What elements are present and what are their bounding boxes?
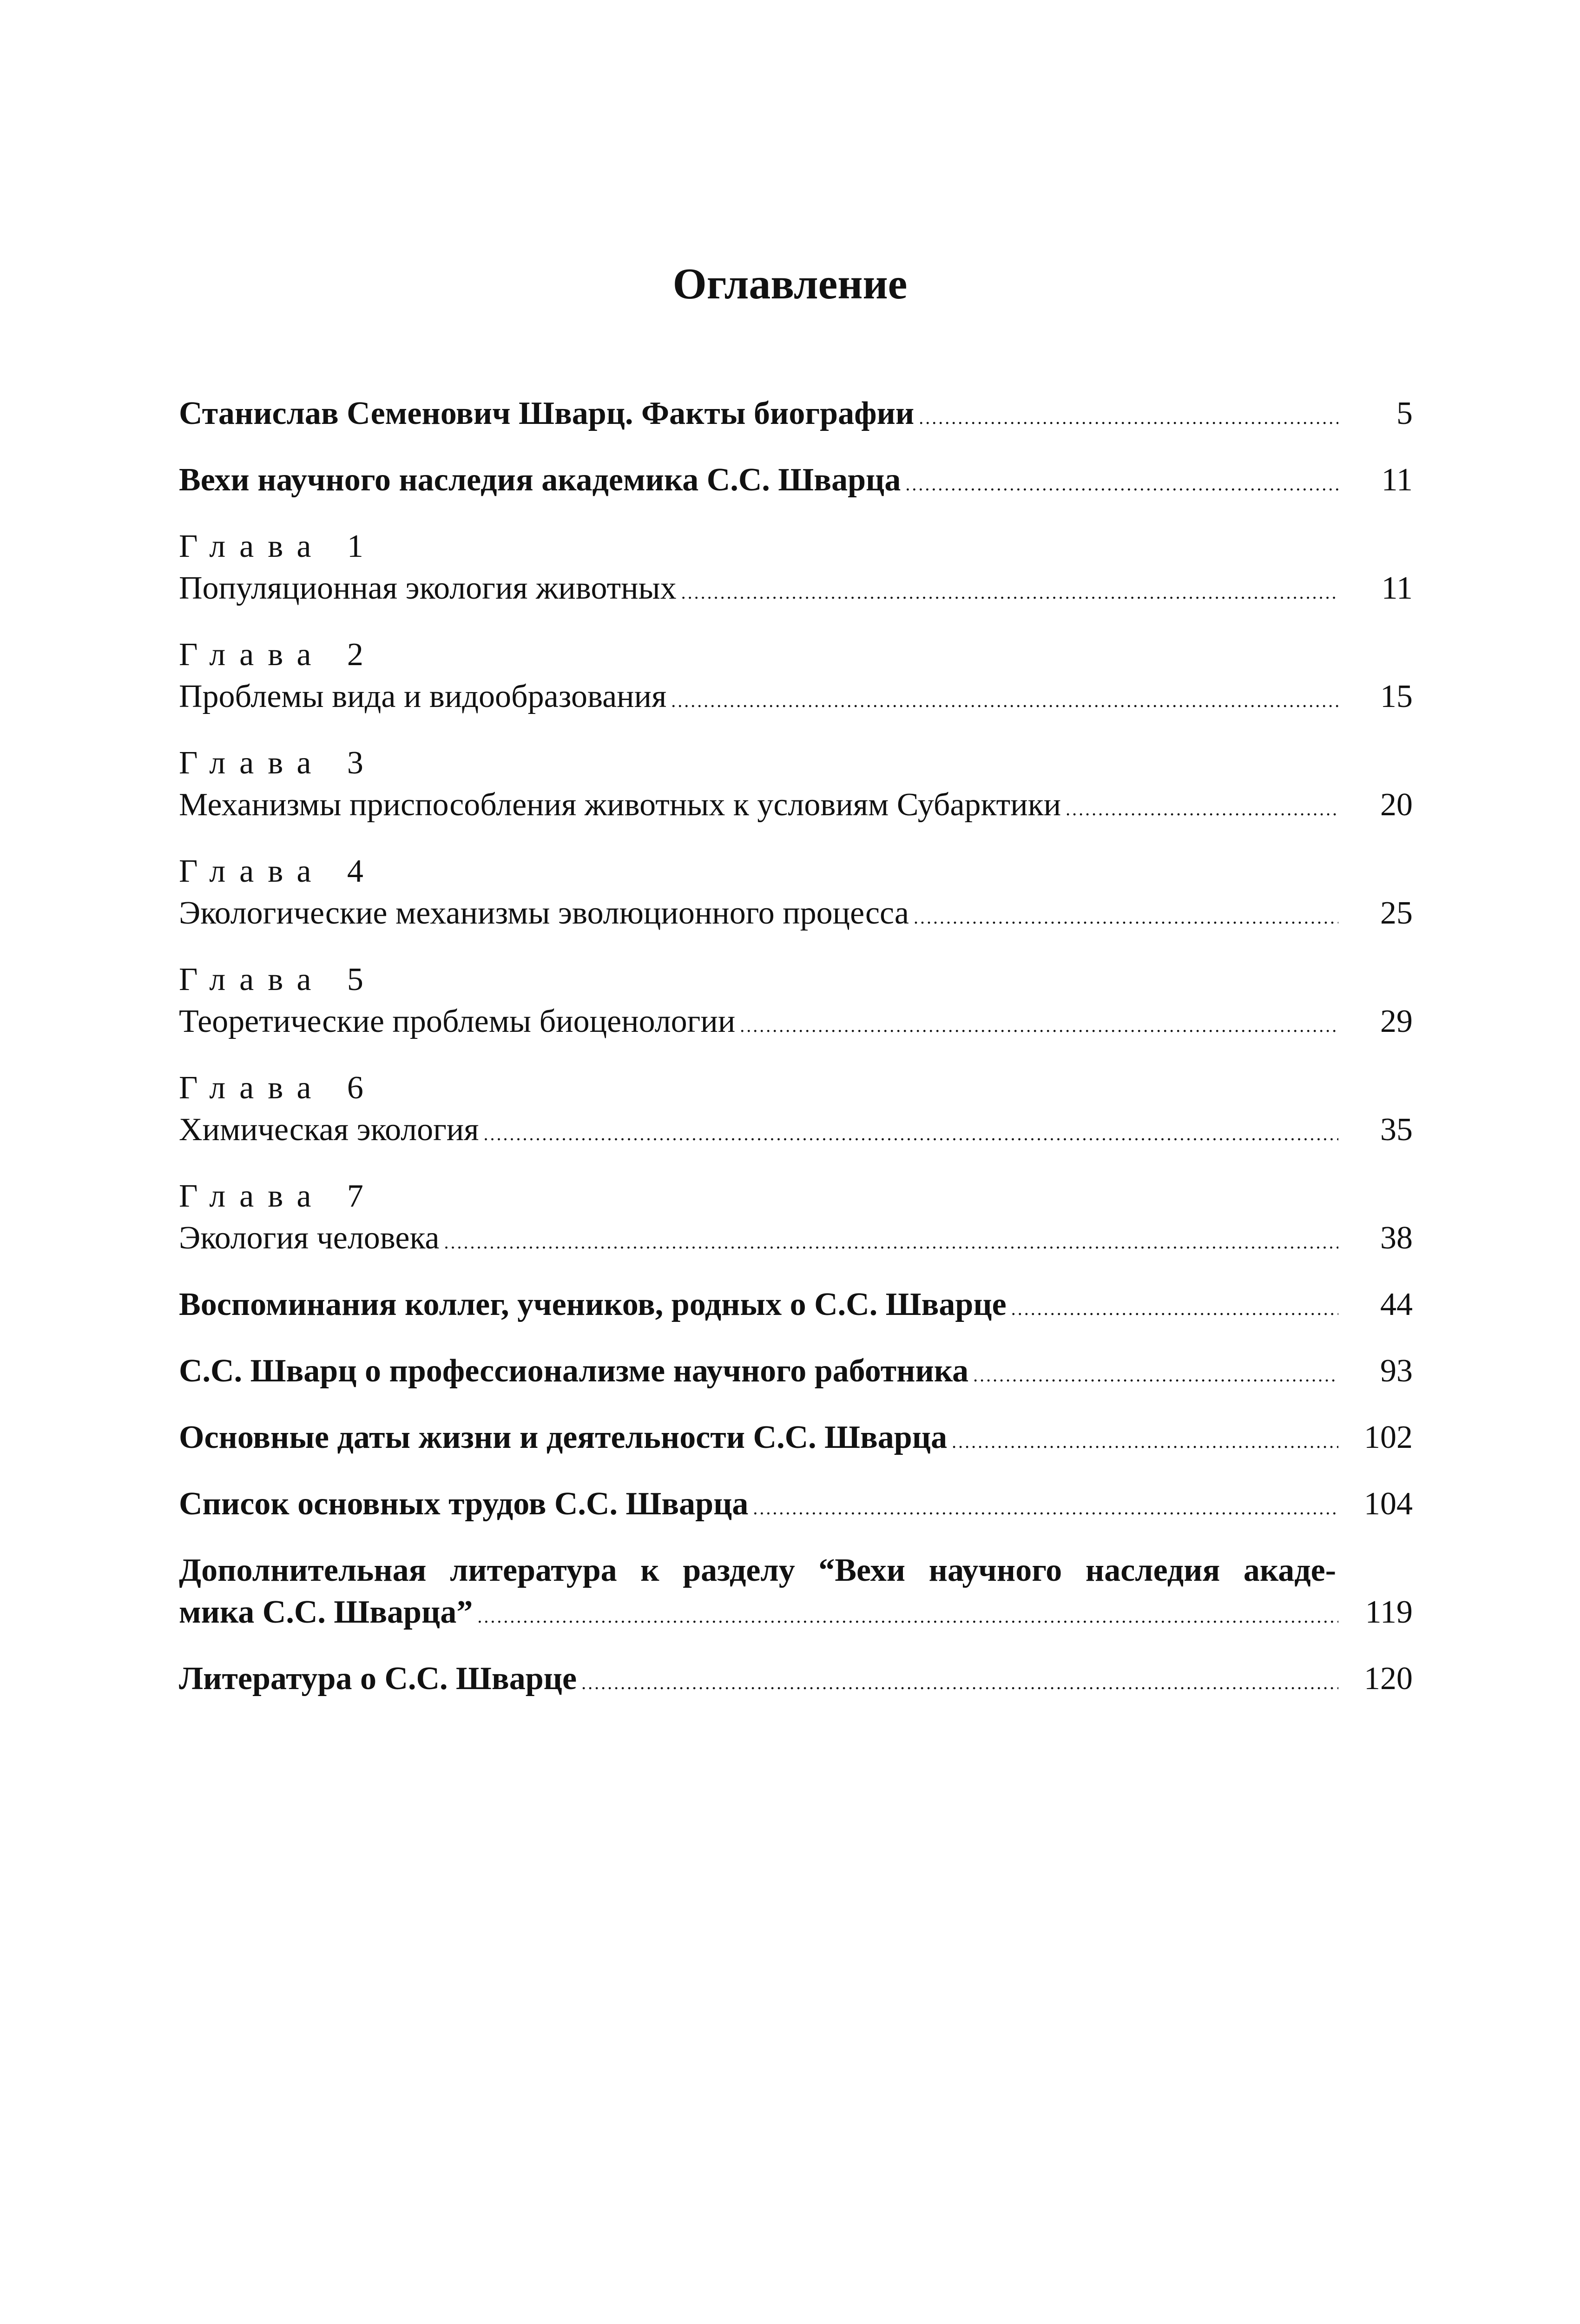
chapter-label xyxy=(179,634,1413,676)
toc-entry-literature-about xyxy=(179,1658,1413,1704)
toc-entry-professionalism xyxy=(179,1350,1413,1396)
toc-entry-title: Литература о С.С. Шварце xyxy=(179,1661,577,1697)
toc-row xyxy=(179,1350,1413,1396)
toc-page-number: 102 xyxy=(1364,1419,1413,1455)
toc-entry-chapter-4 xyxy=(179,851,1413,938)
toc-entry-title: Химическая экология xyxy=(179,1112,479,1148)
toc-entry-chapter-5 xyxy=(179,959,1413,1047)
toc-page-number: 15 xyxy=(1380,679,1413,714)
chapter-word: Глава xyxy=(179,1070,325,1106)
chapter-word: Глава xyxy=(179,637,325,673)
toc-row xyxy=(179,1483,1413,1529)
toc-entry-title-line2: мика С.С. Шварца” xyxy=(179,1594,473,1630)
toc-row xyxy=(179,676,1413,722)
toc-entry-title: Список основных трудов С.С. Шварца xyxy=(179,1486,749,1522)
dot-leader xyxy=(1011,1288,1338,1330)
dot-leader xyxy=(740,1005,1338,1047)
toc-entry-title: Механизмы приспособления животных к условиям Субарктики xyxy=(179,787,1061,823)
toc-page-number: 5 xyxy=(1396,396,1413,431)
toc-row xyxy=(179,1284,1413,1330)
chapter-number: 2 xyxy=(347,637,377,673)
dot-leader xyxy=(681,572,1338,614)
toc-entry-title: Экологические механизмы эволюционного процесса xyxy=(179,895,909,931)
toc-entry-scientific-legacy xyxy=(179,459,1413,505)
chapter-label xyxy=(179,1175,1413,1217)
toc-page-number: 25 xyxy=(1380,895,1413,931)
toc-row xyxy=(179,784,1413,830)
toc-entry-title: Теоретические проблемы биоценологии xyxy=(179,1004,736,1039)
toc-row xyxy=(179,1658,1413,1704)
toc-entry-title: Воспоминания коллег, учеников, родных о С.С. Шварце xyxy=(179,1287,1007,1322)
toc-row xyxy=(179,1109,1413,1155)
chapter-number: 5 xyxy=(347,962,377,997)
dot-leader xyxy=(581,1662,1338,1704)
dot-leader xyxy=(973,1354,1338,1396)
toc-page-number: 44 xyxy=(1380,1287,1413,1322)
toc-entry-chapter-6 xyxy=(179,1067,1413,1155)
dot-leader xyxy=(483,1113,1338,1155)
toc-entry-additional-literature xyxy=(179,1550,1413,1637)
chapter-word: Глава xyxy=(179,853,325,889)
dot-leader xyxy=(477,1596,1338,1637)
toc-page-number: 119 xyxy=(1365,1594,1413,1630)
toc-entry-title: Проблемы вида и видообразования xyxy=(179,679,667,714)
dot-leader xyxy=(914,897,1338,938)
toc-page-number: 38 xyxy=(1380,1220,1413,1256)
chapter-number: 4 xyxy=(347,853,377,889)
toc-entry-chapter-3 xyxy=(179,742,1413,830)
chapter-word: Глава xyxy=(179,962,325,997)
chapter-word: Глава xyxy=(179,1178,325,1214)
dot-leader xyxy=(753,1487,1338,1529)
toc-entry-key-dates xyxy=(179,1417,1413,1463)
toc-entry-title: С.С. Шварц о профессионализме научного работника xyxy=(179,1353,969,1389)
toc-page-number: 11 xyxy=(1381,570,1413,606)
dot-leader xyxy=(671,680,1338,722)
toc-row xyxy=(179,1417,1413,1463)
toc-row xyxy=(179,1001,1413,1047)
page-title: Оглавление xyxy=(672,260,908,308)
toc-entry-title: Популяционная экология животных xyxy=(179,570,677,606)
toc-entry-title: Основные даты жизни и деятельности С.С. Шварца xyxy=(179,1419,948,1455)
toc-row xyxy=(179,892,1413,938)
toc-page-number: 35 xyxy=(1380,1112,1413,1148)
toc-page-number: 93 xyxy=(1380,1353,1413,1389)
toc-page-number: 11 xyxy=(1381,462,1413,498)
toc-entry-biography xyxy=(179,393,1413,439)
toc-row xyxy=(179,393,1413,439)
toc-page-number: 104 xyxy=(1364,1486,1413,1522)
toc-entry-title: Вехи научного наследия академика С.С. Шварца xyxy=(179,462,901,498)
dot-leader xyxy=(444,1221,1338,1263)
chapter-number: 7 xyxy=(347,1178,377,1214)
dot-leader xyxy=(952,1421,1338,1463)
chapter-label xyxy=(179,526,1413,568)
toc-page-number: 29 xyxy=(1380,1004,1413,1039)
toc-entry-memoirs xyxy=(179,1284,1413,1330)
toc-entry-chapter-1 xyxy=(179,526,1413,614)
chapter-label xyxy=(179,742,1413,784)
chapter-label xyxy=(179,1067,1413,1109)
table-of-contents xyxy=(179,393,1413,1724)
dot-leader xyxy=(919,397,1338,439)
chapter-label xyxy=(179,959,1413,1001)
chapter-label xyxy=(179,851,1413,892)
toc-entry-title-line1: Дополнительная литература к разделу “Вехи научного наследия акаде- xyxy=(179,1552,1336,1588)
dot-leader xyxy=(905,463,1338,505)
chapter-word: Глава xyxy=(179,745,325,781)
toc-entry-works-list xyxy=(179,1483,1413,1529)
toc-page-number: 120 xyxy=(1364,1661,1413,1697)
toc-row xyxy=(179,1591,1413,1637)
chapter-word: Глава xyxy=(179,528,325,564)
chapter-number: 6 xyxy=(347,1070,377,1106)
toc-row xyxy=(179,1217,1413,1263)
chapter-number: 1 xyxy=(347,528,377,564)
toc-row xyxy=(179,459,1413,505)
toc-entry-chapter-7 xyxy=(179,1175,1413,1263)
toc-row xyxy=(179,568,1413,614)
toc-page-number: 20 xyxy=(1380,787,1413,823)
toc-entry-chapter-2 xyxy=(179,634,1413,722)
chapter-number: 3 xyxy=(347,745,377,781)
toc-entry-title: Экология человека xyxy=(179,1220,440,1256)
toc-entry-title: Станислав Семенович Шварц. Факты биографии xyxy=(179,396,915,431)
dot-leader xyxy=(1066,788,1338,830)
